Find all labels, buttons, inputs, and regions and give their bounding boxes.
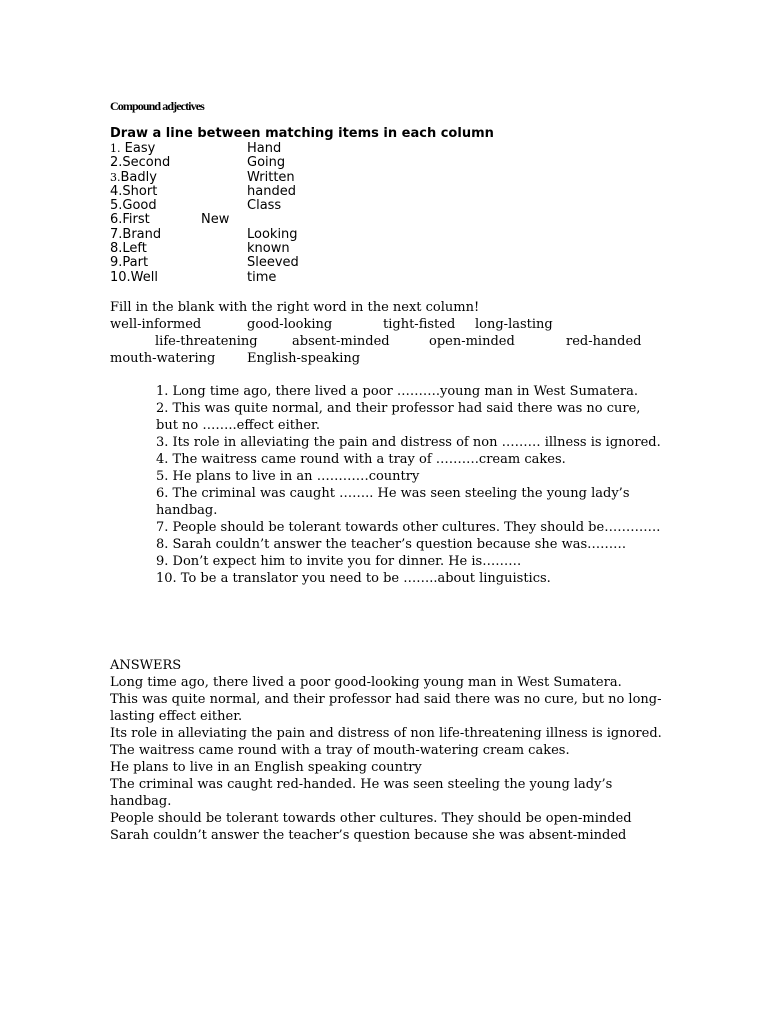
word-bank-row (110, 316, 670, 333)
word-bank-item: life-threatening (155, 334, 258, 349)
fill-section (110, 299, 670, 367)
word-bank-item: mouth-watering (110, 351, 216, 366)
answer-line: The waitress came round with a tray of mouth-watering cream cakes. (110, 743, 570, 758)
left-item: 10.Well (110, 269, 158, 285)
question-line: handbag. (156, 503, 218, 518)
question-line: 5. He plans to live in an …………country (156, 469, 420, 484)
question-list (156, 383, 676, 587)
right-item: New (201, 212, 230, 228)
word-bank-item: absent-minded (292, 334, 390, 349)
answer-line: lasting effect either. (110, 709, 243, 724)
left-item: Easy (120, 141, 156, 156)
word-bank-row (110, 350, 670, 367)
left-item: 5.Good (110, 198, 157, 214)
row-number: 1. (110, 142, 121, 155)
left-item: Badly (120, 169, 157, 185)
answer-line: Sarah couldn’t answer the teacher’s question because she was absent-minded (110, 828, 627, 843)
word-bank-row (110, 333, 670, 350)
word-bank-item: open-minded (429, 334, 515, 349)
answers-section (110, 657, 670, 844)
question-line: 9. Don’t expect him to invite you for dinner. He is……… (156, 554, 522, 569)
answer-line: People should be tolerant towards other cultures. They should be open-minded (110, 811, 632, 826)
word-bank-item: red-handed (566, 334, 642, 349)
matching-instruction: Draw a line between matching items in each column (110, 126, 494, 141)
question-line: 2. This was quite normal, and their professor had said there was no cure, (156, 401, 641, 416)
question-line: 3. Its role in alleviating the pain and distress of non ……… illness is ignored. (156, 435, 661, 450)
answer-line: Its role in alleviating the pain and distress of non life-threatening illness is ignored. (110, 726, 662, 741)
right-item: Looking (247, 226, 298, 242)
answers-heading: ANSWERS (110, 658, 182, 673)
right-item: Class (247, 198, 282, 214)
left-item: 6.First (110, 212, 150, 228)
answer-line: He plans to live in an English speaking country (110, 760, 422, 775)
left-item: 4.Short (110, 183, 158, 199)
right-item: Going (247, 155, 286, 171)
left-item: 7.Brand (110, 226, 162, 242)
right-item: Written (247, 169, 295, 185)
word-bank-item: well-informed (110, 317, 202, 332)
right-item: known (247, 241, 290, 257)
left-item: 8.Left (110, 241, 147, 257)
question-line: but no ……..effect either. (156, 418, 320, 433)
fill-instruction: Fill in the blank with the right word in the next column! (110, 300, 480, 315)
question-line: 7. People should be tolerant towards other cultures. They should be…………. (156, 520, 661, 535)
word-bank-item: English-speaking (247, 351, 361, 366)
right-item: time (247, 269, 277, 285)
right-item: handed (247, 183, 296, 199)
answer-line: handbag. (110, 794, 172, 809)
word-bank-item: tight-fisted (383, 317, 456, 332)
answer-line: The criminal was caught red-handed. He was seen steeling the young lady’s (110, 777, 613, 792)
question-line: 6. The criminal was caught …….. He was seen steeling the young lady’s (156, 486, 630, 501)
question-line: 8. Sarah couldn’t answer the teacher’s question because she was……… (156, 537, 627, 552)
row-number: 3. (110, 170, 121, 184)
word-bank-item: long-lasting (475, 317, 553, 332)
left-item: 9.Part (110, 255, 149, 271)
answer-line: This was quite normal, and their professor had said there was no cure, but no long- (110, 692, 662, 707)
page-title: Compound adjectives (110, 99, 204, 113)
question-line: 4. The waitress came round with a tray of ……….cream cakes. (156, 452, 566, 467)
question-line: 1. Long time ago, there lived a poor ……….young man in West Sumatera. (156, 384, 639, 399)
right-item: Hand (247, 141, 282, 156)
right-item: Sleeved (247, 255, 299, 271)
left-item: 2.Second (110, 155, 171, 171)
question-line: 10. To be a translator you need to be ……..about linguistics. (156, 571, 551, 586)
answer-line: Long time ago, there lived a poor good-looking young man in West Sumatera. (110, 675, 622, 690)
word-bank-item: good-looking (247, 317, 333, 332)
